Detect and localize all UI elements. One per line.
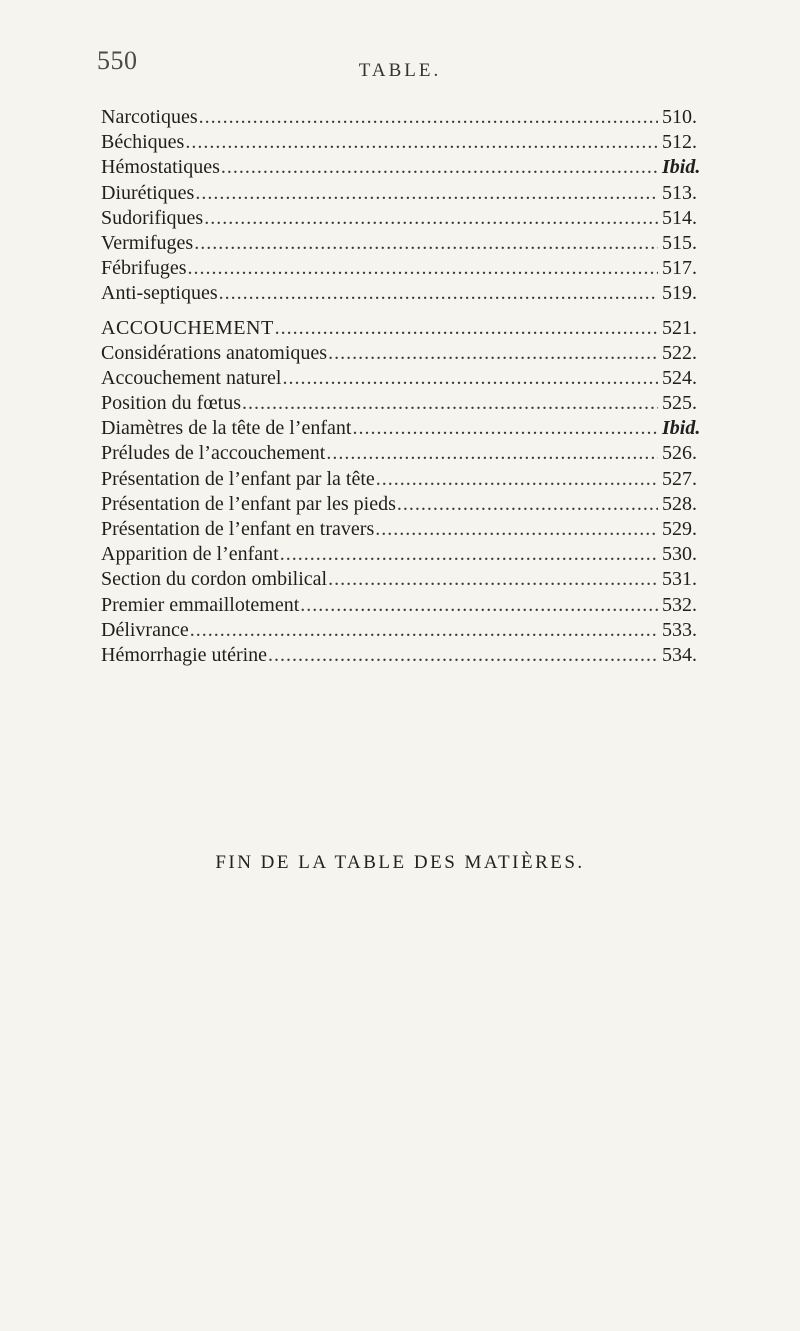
toc-entry-page: 510.	[662, 106, 697, 128]
dot-leader	[282, 367, 658, 390]
toc-entry	[101, 257, 714, 282]
toc-entry	[101, 392, 714, 417]
toc-section-heading	[101, 317, 714, 342]
toc-entry-page: 526.	[662, 442, 697, 465]
toc-entry	[101, 367, 714, 392]
toc-entry-label: Fébrifuges	[101, 257, 187, 280]
dot-leader	[326, 442, 658, 465]
dot-leader	[221, 156, 658, 179]
toc-entry-label: Position du fœtus	[101, 392, 242, 415]
toc-entry-page: 517.	[662, 257, 697, 280]
toc-entry-label: Section du cordon ombilical	[101, 568, 328, 591]
toc-entry	[101, 594, 714, 619]
dot-leader	[219, 282, 658, 305]
dot-leader	[375, 518, 658, 541]
dot-leader	[188, 257, 658, 280]
toc-entry-label: Présentation de l’enfant en travers	[101, 518, 375, 540]
dot-leader	[376, 468, 658, 491]
toc-entry	[101, 106, 714, 131]
dot-leader	[275, 317, 658, 340]
toc-entry-page: Ibid.	[662, 156, 701, 179]
toc-entry-page: 514.	[662, 206, 697, 229]
toc-entry-page: 531.	[662, 568, 697, 591]
section-gap	[101, 308, 714, 317]
dot-leader	[268, 644, 658, 667]
dot-leader	[352, 417, 658, 440]
toc-entry-label: Diamètres de la tête de l’enfant	[101, 417, 352, 440]
dot-leader	[328, 342, 658, 365]
toc-entry	[101, 442, 714, 467]
toc-entry	[101, 232, 714, 257]
toc-entry-label: Considérations anatomiques	[101, 341, 328, 364]
dot-leader	[194, 232, 658, 255]
toc-entry-page: 525.	[662, 392, 697, 415]
toc-entry	[101, 493, 714, 518]
toc-entry	[101, 543, 714, 568]
toc-entry-page: Ibid.	[662, 417, 701, 440]
dot-leader	[195, 182, 658, 205]
dot-leader	[397, 493, 658, 516]
toc-entry	[101, 182, 714, 207]
dot-leader	[199, 106, 658, 129]
toc-entry-page: 524.	[662, 366, 697, 389]
toc-entry-label: Premier emmaillotement	[101, 593, 300, 616]
toc-entry-page: 512.	[662, 131, 697, 154]
toc-entry-label: Narcotiques	[101, 106, 198, 128]
toc-entry-label: Accouchement naturel	[101, 366, 282, 389]
toc-entry-label: Présentation de l’enfant par les pieds	[101, 492, 396, 515]
dot-leader	[204, 207, 658, 230]
toc-entry-page: 533.	[662, 618, 697, 641]
toc-entry	[101, 417, 714, 442]
table-of-contents	[101, 106, 714, 669]
toc-entry-label: Hémorrhagie utérine	[101, 643, 268, 666]
toc-entry-page: 515.	[662, 231, 697, 254]
dot-leader	[185, 131, 658, 154]
toc-entry	[101, 518, 714, 543]
toc-entry-page: 530.	[662, 543, 697, 566]
toc-entry-label: Diurétiques	[101, 181, 195, 204]
toc-entry-page: 513.	[662, 181, 697, 204]
toc-entry	[101, 568, 714, 593]
toc-entry-label: Sudorifiques	[101, 206, 204, 229]
dot-leader	[190, 619, 658, 642]
toc-entry-label: Béchiques	[101, 131, 185, 154]
toc-entry-page: 534.	[662, 643, 697, 666]
toc-entry-label: Préludes de l’accouchement	[101, 442, 326, 465]
toc-entry	[101, 644, 714, 669]
dot-leader	[328, 568, 658, 591]
toc-entry	[101, 282, 714, 307]
toc-entry-label: Délivrance	[101, 618, 189, 641]
toc-entry-label: ACCOUCHEMENT	[101, 316, 274, 339]
toc-entry-label: Vermifuges	[101, 231, 194, 254]
toc-entry-page: 532.	[662, 593, 697, 616]
end-of-table-note: FIN DE LA TABLE DES MATIÈRES.	[215, 852, 585, 873]
toc-entry-label: Anti-septiques	[101, 282, 218, 305]
dot-leader	[300, 594, 658, 617]
toc-entry-page: 528.	[662, 492, 697, 515]
toc-entry-label: Apparition de l’enfant	[101, 543, 279, 566]
toc-entry	[101, 131, 714, 156]
toc-entry-label: Hémostatiques	[101, 156, 220, 179]
toc-entry	[101, 342, 714, 367]
toc-entry-page: 529.	[662, 518, 697, 540]
toc-entry	[101, 468, 714, 493]
page-number: 550	[97, 46, 138, 75]
toc-entry-page: 519.	[662, 282, 697, 305]
toc-entry-page: 522.	[662, 341, 697, 364]
dot-leader	[280, 543, 658, 566]
running-title: TABLE.	[358, 60, 442, 81]
toc-entry-page: 527.	[662, 467, 697, 490]
toc-entry-page: 521.	[662, 316, 697, 339]
toc-entry	[101, 156, 714, 181]
toc-entry	[101, 619, 714, 644]
toc-entry	[101, 207, 714, 232]
dot-leader	[242, 392, 658, 415]
toc-entry-label: Présentation de l’enfant par la tête	[101, 467, 375, 490]
